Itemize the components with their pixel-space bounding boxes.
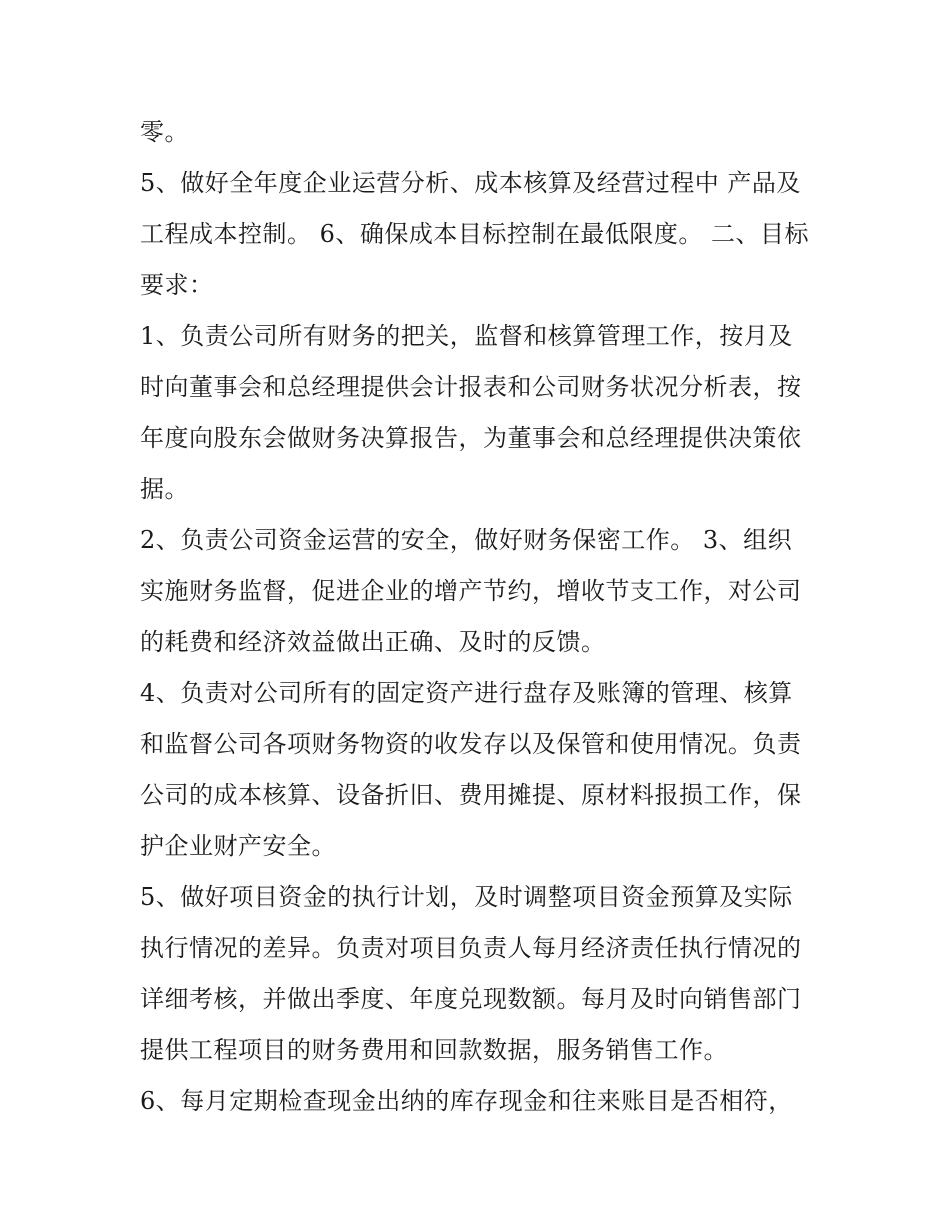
text-line: 4、负责对公司所有的固定资产进行盘存及账簿的管理、核算 — [140, 679, 793, 707]
text-line: 执行情况的差异。负责对项目负责人每月经济责任执行情况的 — [140, 934, 802, 962]
text-line: 和监督公司各项财务物资的收发存以及保管和使用情况。负责 — [140, 730, 802, 758]
text-line: 的耗费和经济效益做出正确、及时的反馈。 — [140, 628, 606, 656]
text-line: 2、负责公司资金运营的安全，做好财务保密工作。 3、组织 — [140, 526, 793, 554]
text-line: 5、做好全年度企业运营分析、成本核算及经营过程中 产品及 — [140, 169, 801, 197]
text-line: 要求： — [140, 271, 214, 299]
document-body — [140, 107, 820, 1127]
text-line: 时向董事会和总经理提供会计报表和公司财务状况分析表，按 — [140, 373, 802, 401]
text-line: 提供工程项目的财务费用和回款数据，服务销售工作。 — [140, 1036, 728, 1064]
text-line: 5、做好项目资金的执行计划，及时调整项目资金预算及实际 — [140, 883, 793, 911]
text-line: 实施财务监督，促进企业的增产节约，增收节支工作，对公司 — [140, 577, 802, 605]
text-line: 护企业财产安全。 — [140, 832, 336, 860]
text-line: 零。 — [140, 118, 189, 146]
text-line: 据。 — [140, 475, 189, 503]
text-line: 详细考核，并做出季度、年度兑现数额。每月及时向销售部门 — [140, 985, 802, 1013]
text-line: 公司的成本核算、设备折旧、费用摊提、原材料报损工作，保 — [140, 781, 802, 809]
text-line: 6、每月定期检查现金出纳的库存现金和往来账目是否相符， — [140, 1087, 793, 1115]
text-line: 年度向股东会做财务决算报告，为董事会和总经理提供决策依 — [140, 424, 802, 452]
text-line: 1、负责公司所有财务的把关，监督和核算管理工作，按月及 — [140, 322, 793, 350]
text-line: 工程成本控制。 6、确保成本目标控制在最低限度。 二、目标 — [140, 220, 810, 248]
